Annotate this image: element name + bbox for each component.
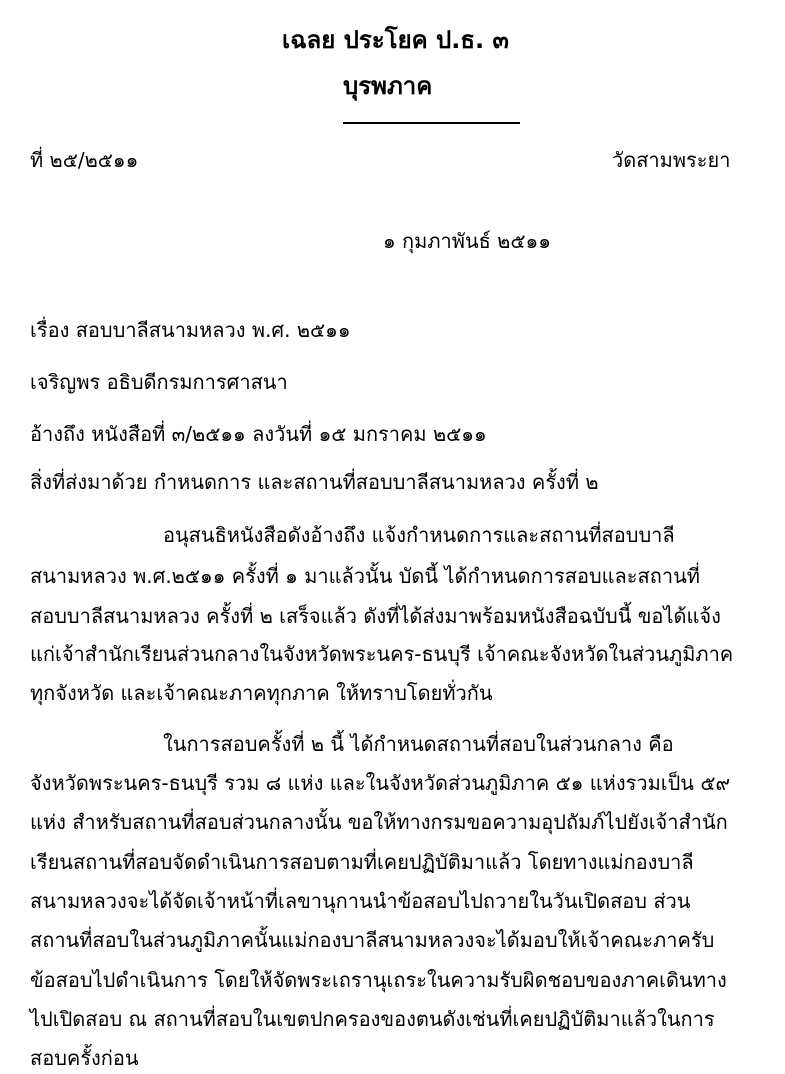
- paragraph-line: แห่ง สำหรับสถานที่สอบส่วนกลางนั้น ขอให้ทางกรมขอความอุปถัมภ์ไปยังเจ้าสำนัก: [30, 810, 728, 834]
- paragraph-line: ในการสอบครั้งที่ ๒ นี้ ได้กำหนดสถานที่สอบในส่วนกลาง คือ: [163, 732, 674, 756]
- title-underline: [343, 122, 520, 124]
- paragraph-line: สนามหลวงจะได้จัดเจ้าหน้าที่เลขานุกานนำข้อสอบไปถวายในวันเปิดสอบ ส่วน: [30, 889, 691, 913]
- letter-date: ๑ กุมภาพันธ์ ๒๕๑๑: [383, 229, 551, 253]
- letter-enclosure: สิ่งที่ส่งมาด้วย กำหนดการ และสถานที่สอบบาลีสนามหลวง ครั้งที่ ๒: [30, 470, 599, 494]
- paragraph-line: ไปเปิดสอบ ณ สถานที่สอบในเขตปกครองของตนดังเช่นที่เคยปฏิบัติมาแล้วในการ: [30, 1007, 715, 1031]
- paragraph-line: จังหวัดพระนคร-ธนบุรี รวม ๘ แห่ง และในจังหวัดส่วนภูมิภาค ๕๑ แห่งรวมเป็น ๕๙: [30, 771, 731, 795]
- paragraph-line: สอบบาลีสนามหลวง ครั้งที่ ๒ เสร็จแล้ว ดังที่ได้ส่งมาพร้อมหนังสือฉบับนี้ ขอได้แจ้ง: [30, 604, 721, 628]
- paragraph-line: แก่เจ้าสำนักเรียนส่วนกลางในจังหวัดพระนคร-ธนบุรี เจ้าคณะจังหวัดในส่วนภูมิภาค: [30, 642, 734, 666]
- paragraph-line: เรียนสถานที่สอบจัดดำเนินการสอบตามที่เคยปฏิบัติมาแล้ว โดยทางแม่กองบาลี: [30, 850, 694, 874]
- letter-reference: อ้างถึง หนังสือที่ ๓/๒๕๑๑ ลงวันที่ ๑๕ มกราคม ๒๕๑๑: [30, 422, 487, 446]
- paragraph-line: สนามหลวง พ.ศ.๒๕๑๑ ครั้งที่ ๑ มาแล้วนั้น บัดนี้ ได้กำหนดการสอบและสถานที่: [30, 564, 700, 588]
- paragraph-line: ทุกจังหวัด และเจ้าคณะภาคทุกภาค ให้ทราบโดยทั่วกัน: [30, 681, 493, 705]
- letter-subject: เรื่อง สอบบาลีสนามหลวง พ.ศ. ๒๕๑๑: [30, 318, 351, 342]
- paragraph-line: สอบครั้งก่อน: [30, 1046, 139, 1070]
- letter-salutation: เจริญพร อธิบดีกรมการศาสนา: [30, 370, 288, 394]
- paragraph-line: อนุสนธิหนังสือดังอ้างถึง แจ้งกำหนดการและสถานที่สอบบาลี: [163, 523, 675, 547]
- paragraph-line: ข้อสอบไปดำเนินการ โดยให้จัดพระเถรานุเถระในความรับผิดชอบของภาคเดินทาง: [30, 968, 727, 992]
- paragraph-line: สถานที่สอบในส่วนภูมิภาคนั้นแม่กองบาลีสนามหลวงจะได้มอบให้เจ้าคณะภาครับ: [30, 928, 715, 952]
- letter-number: ที่ ๒๕/๒๕๑๑: [30, 148, 139, 172]
- document-title: เฉลย ประโยค ป.ธ. ๓: [282, 26, 509, 54]
- document-subtitle: บุรพภาค: [343, 72, 433, 100]
- letter-issuer: วัดสามพระยา: [612, 148, 731, 172]
